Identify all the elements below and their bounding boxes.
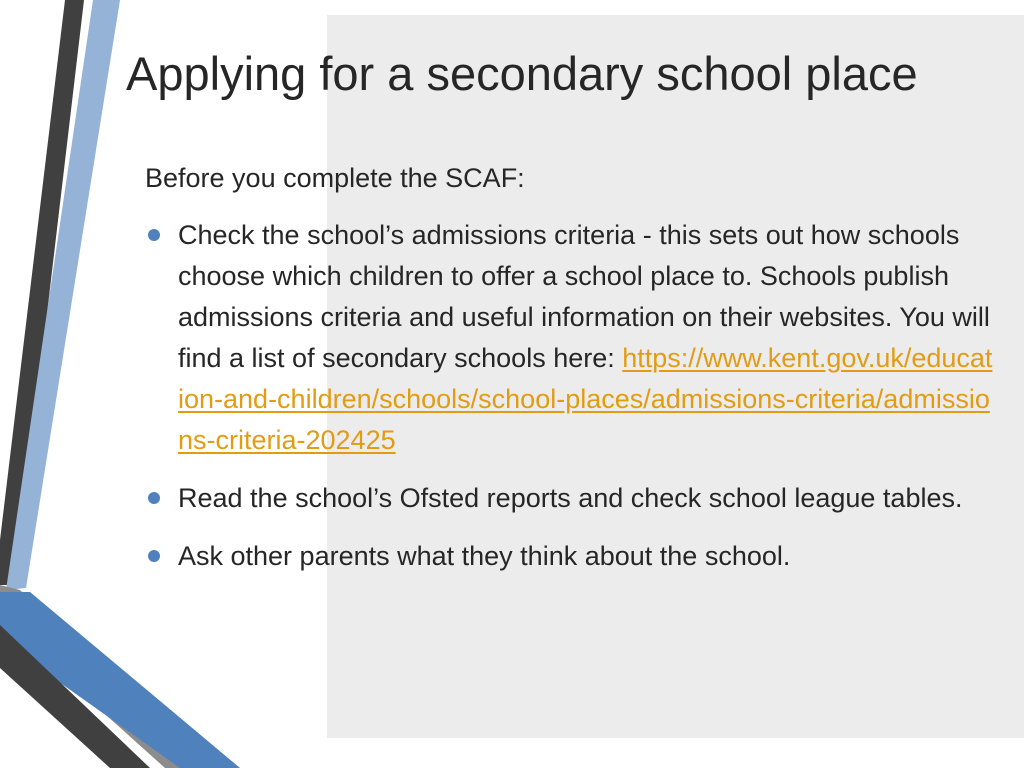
bullet-item-ask-parents [145, 536, 995, 577]
bullet-text: Read the school’s Ofsted reports and check school league tables. [178, 483, 963, 513]
bullet-dot-icon [148, 492, 160, 504]
slide-title: Applying for a secondary school place [126, 47, 918, 100]
bullet-dot-icon [148, 229, 160, 241]
bullet-text: Check the school’s admissions criteria - this sets out how schools choose which children to offer a school place to. Schools publish admissions criteria and useful information on their websites. You will find a list of secondary schools here: [178, 220, 990, 373]
bullet-item-ofsted-reports [145, 478, 995, 519]
bullet-list [145, 215, 995, 577]
admissions-criteria-link[interactable]: https://www.kent.gov.uk/education-and-children/schools/school-places/admissions-criteria/admissions-criteria-202425 [178, 343, 993, 455]
slide-content [145, 158, 995, 594]
intro-text: Before you complete the SCAF: [145, 163, 525, 193]
bullet-dot-icon [148, 550, 160, 562]
bullet-text: Ask other parents what they think about the school. [178, 541, 791, 571]
bullet-item-admissions-criteria [145, 215, 995, 461]
